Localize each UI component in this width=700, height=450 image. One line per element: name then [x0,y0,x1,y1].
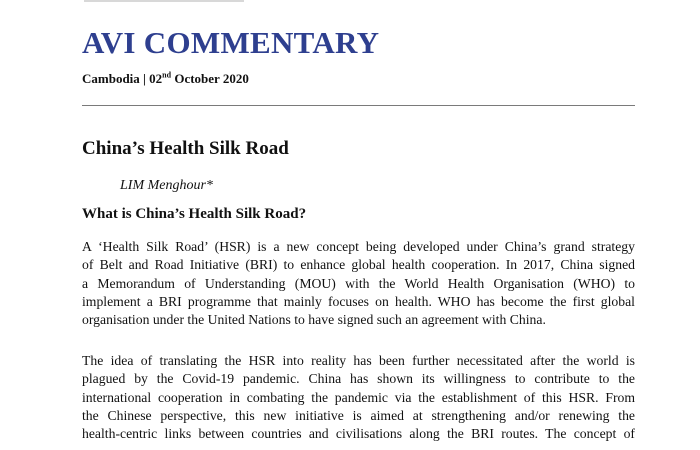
dateline-separator: | [139,71,150,86]
body-paragraph [82,238,635,329]
header-divider [82,105,635,106]
paragraph-line: organisation under the United Nations to have signed such an agreement with China. [82,312,546,328]
paragraph-line: implement a BRI programme that mainly focuses on health. WHO has become the first global [82,293,635,309]
dateline [82,70,249,88]
paragraph-line: The idea of translating the HSR into reality has been further necessitated after the world is [82,353,635,368]
article-title: China’s Health Silk Road [82,138,289,159]
paragraph-line: plagued by the Covid-19 pandemic. China has shown its willingness to contribute to the [82,371,635,387]
paragraph-line: international cooperation in combating the pandemic via the establishment of this HSR. From [82,389,635,405]
top-rule [84,0,244,2]
author-byline: LIM Menghour* [120,178,213,193]
paragraph-line: a Memorandum of Understanding (MOU) with the World Health Organisation (WHO) to [82,275,635,291]
date-month-year: October 2020 [171,71,249,86]
paragraph-line: health-centric links between countries and civilisations along the BRI routes. The concept of [82,426,635,442]
paragraph-line: A ‘Health Silk Road’ (HSR) is a new concept being developed under China’s grand strategy [82,239,635,254]
section-heading: What is China’s Health Silk Road? [82,206,307,222]
publication-title: AVI COMMENTARY [82,25,380,60]
date-day: 02 [149,71,163,86]
country-label: Cambodia [82,71,140,86]
date-ordinal-suffix: nd [162,70,172,80]
paragraph-line: of Belt and Road Initiative (BRI) to enhance global health cooperation. In 2017, China signed [82,257,635,273]
paragraph-line: the Chinese perspective, this new initiative is aimed at strengthening and/or renewing the [82,407,635,423]
body-paragraph [82,352,635,443]
